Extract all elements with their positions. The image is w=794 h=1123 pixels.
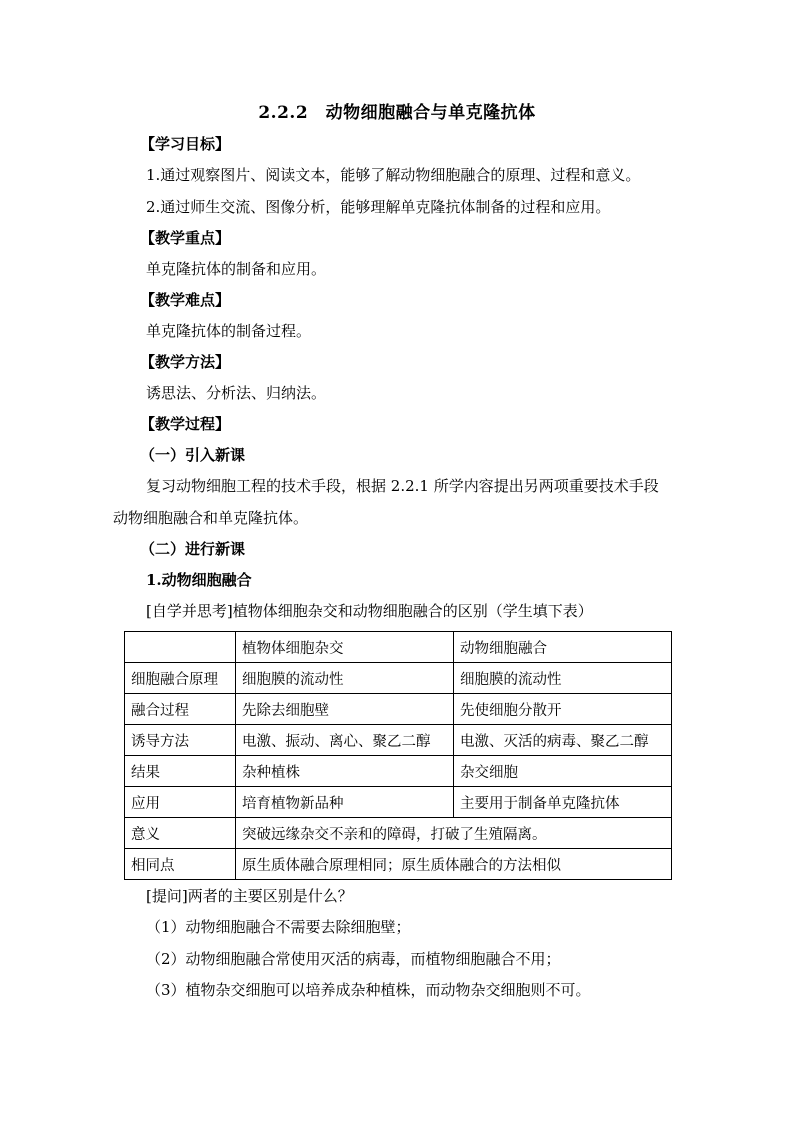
part1-text-line2: 动物细胞融合和单克隆抗体。 bbox=[113, 509, 309, 527]
part1-heading: （一）引入新课 bbox=[140, 446, 246, 464]
table-header-row bbox=[125, 632, 672, 663]
difficulties-text: 单克隆抗体的制备过程。 bbox=[146, 322, 312, 340]
table-cell: 电激、灭活的病毒、聚乙二醇 bbox=[454, 725, 672, 756]
table-cell: 诱导方法 bbox=[125, 725, 236, 756]
objective-item-1: 1.通过观察图片、阅读文本，能够了解动物细胞融合的原理、过程和意义。 bbox=[146, 166, 641, 184]
page-title: 2.2.2 动物细胞融合与单克隆抗体 bbox=[258, 103, 536, 123]
table-cell: 杂种植株 bbox=[236, 756, 454, 787]
comparison-table bbox=[124, 631, 672, 880]
table-row bbox=[125, 787, 672, 818]
answer-item-1: （1）动物细胞融合不需要去除细胞壁； bbox=[146, 918, 411, 936]
section1-heading: 1.动物细胞融合 bbox=[146, 571, 252, 589]
objectives-heading: 【学习目标】 bbox=[140, 135, 231, 153]
key-points-text: 单克隆抗体的制备和应用。 bbox=[146, 260, 327, 278]
table-cell: 应用 bbox=[125, 787, 236, 818]
table-cell: 杂交细胞 bbox=[454, 756, 672, 787]
table-cell: 意义 bbox=[125, 818, 236, 849]
table-cell: 结果 bbox=[125, 756, 236, 787]
difficulties-heading: 【教学难点】 bbox=[140, 291, 231, 309]
methods-text: 诱思法、分析法、归纳法。 bbox=[146, 384, 327, 402]
table-row bbox=[125, 725, 672, 756]
table-row bbox=[125, 694, 672, 725]
table-cell: 细胞融合原理 bbox=[125, 663, 236, 694]
table-cell: 突破远缘杂交不亲和的障碍，打破了生殖隔离。 bbox=[236, 818, 672, 849]
key-points-heading: 【教学重点】 bbox=[140, 229, 231, 247]
table-cell: 先除去细胞壁 bbox=[236, 694, 454, 725]
process-heading: 【教学过程】 bbox=[140, 415, 231, 433]
table-cell: 相同点 bbox=[125, 849, 236, 880]
table-cell: 培育植物新品种 bbox=[236, 787, 454, 818]
table-header-cell: 动物细胞融合 bbox=[454, 632, 672, 663]
answer-item-3: （3）植物杂交细胞可以培养成杂种植株，而动物杂交细胞则不可。 bbox=[146, 981, 591, 999]
table-row bbox=[125, 849, 672, 880]
table-row bbox=[125, 818, 672, 849]
methods-heading: 【教学方法】 bbox=[140, 353, 231, 371]
objective-item-2: 2.通过师生交流、图像分析，能够理解单克隆抗体制备的过程和应用。 bbox=[146, 198, 611, 216]
question-prompt: [提问]两者的主要区别是什么？ bbox=[146, 887, 353, 905]
table-row bbox=[125, 663, 672, 694]
answer-item-2: （2）动物细胞融合常使用灭活的病毒，而植物细胞融合不用； bbox=[146, 950, 561, 968]
part1-text-line1: 复习动物细胞工程的技术手段，根据 2.2.1 所学内容提出另两项重要技术手段 bbox=[146, 477, 659, 495]
table-row bbox=[125, 756, 672, 787]
table-cell: 主要用于制备单克隆抗体 bbox=[454, 787, 672, 818]
table-cell: 融合过程 bbox=[125, 694, 236, 725]
table-header-cell: 植物体细胞杂交 bbox=[236, 632, 454, 663]
table-header-cell bbox=[125, 632, 236, 663]
table-cell: 电激、振动、离心、聚乙二醇 bbox=[236, 725, 454, 756]
table-cell: 原生质体融合原理相同；原生质体融合的方法相似 bbox=[236, 849, 672, 880]
table-cell: 细胞膜的流动性 bbox=[236, 663, 454, 694]
table-cell: 先使细胞分散开 bbox=[454, 694, 672, 725]
self-study-prompt: [自学并思考]植物体细胞杂交和动物细胞融合的区别（学生填下表） bbox=[146, 602, 593, 620]
part2-heading: （二）进行新课 bbox=[140, 540, 246, 558]
table-cell: 细胞膜的流动性 bbox=[454, 663, 672, 694]
